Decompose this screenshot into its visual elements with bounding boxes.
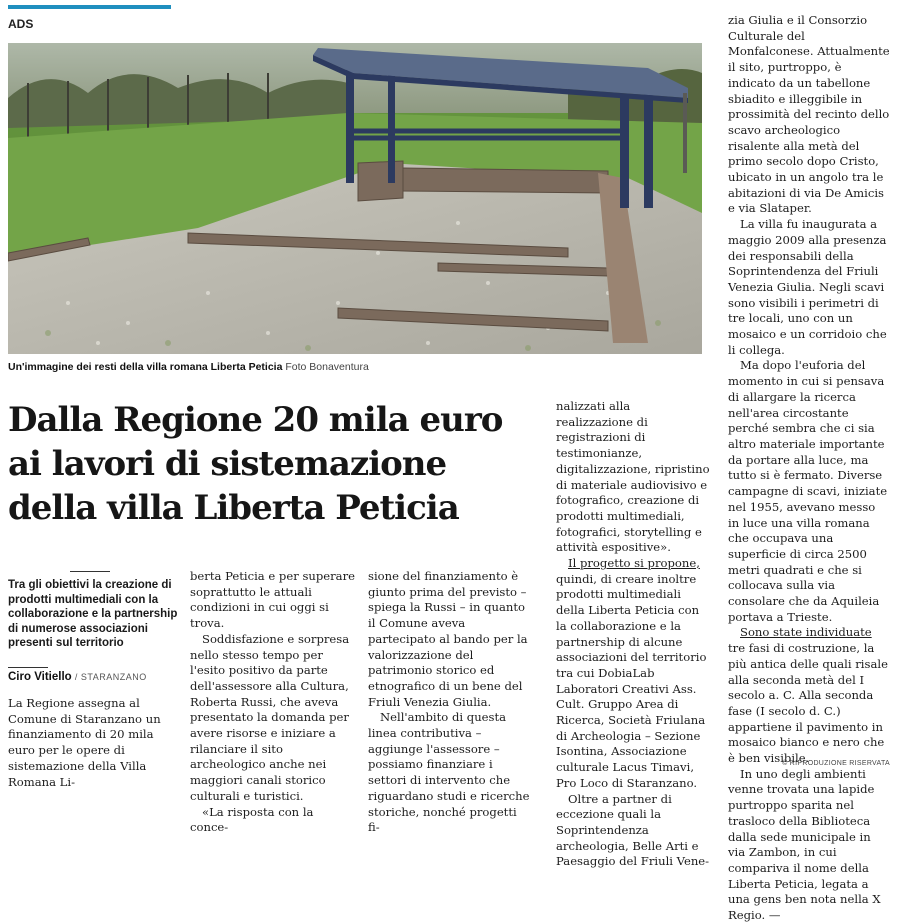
summary-rule: [70, 571, 110, 572]
underlined-lead: Sono state individuate: [740, 625, 872, 640]
paragraph: Soddisfazione e sorpresa nello stesso tempo per l'esito positivo da parte dell'assessore alla Cultura, Roberta Russi, che aveva presentato la domanda per avere risorse e iniziare a rilanciare il sito archeologico anche nei maggiori canali storico culturali e turistici.: [190, 631, 350, 803]
article-column-5: [728, 13, 890, 924]
article-photo: [8, 43, 702, 354]
headline-line-1: Dalla Regione 20 mila euro: [8, 400, 503, 440]
byline: [8, 671, 147, 683]
paragraph: [556, 556, 710, 792]
headline-line-3: della villa Liberta Peticia: [8, 488, 459, 528]
caption-text: Un'immagine dei resti della villa romana Liberta Peticia: [8, 361, 283, 373]
paragraph: La Regione assegna al Comune di Staranzano un finanziamento di 20 mila euro per le opere di sistemazione della Villa Romana Li-: [8, 696, 161, 789]
dateline-location: / STARANZANO: [74, 672, 147, 682]
paragraph: berta Peticia e per superare soprattutto le attuali condizioni in cui oggi si trova.: [190, 569, 356, 631]
section-label: ADS: [8, 17, 34, 31]
paragraph-text: quindi, di creare inoltre prodotti multimediali della Liberta Peticia con la collaborazione e la partnership di alcune associazioni del territorio tra cui DobiaLab Laboratori Creativi Ass. Cult. Gruppo Area di Ricerca, Società Friulana di Archeologia – Sezione Isontina, Associazione culturale Lacus Timavi, Pro Loco di Staranzano.: [556, 571, 707, 790]
paragraph: sione del finanziamento è giunto prima del previsto – spiega la Russi – in quanto il Comune aveva partecipato al bando per la valorizzazione del patrimonio storico ed etnografico di un bene del Friuli Venezia Giulia.: [368, 569, 528, 709]
underlined-lead: Il progetto si propone,: [568, 556, 700, 571]
article-column-1: [8, 696, 173, 790]
byline-rule: [8, 667, 48, 668]
headline: [8, 398, 548, 530]
paragraph: «La risposta con la conce-: [190, 804, 314, 835]
photo-credit: Foto Bonaventura: [285, 361, 369, 373]
article-column-2: [190, 569, 355, 836]
paragraph: zia Giulia e il Consorzio Culturale del Monfalconese. Attualmente il sito, purtroppo, è indicato da un tabellone sbiadito e illeggibile in prossimità del recinto dello scavo archeologico risalente alla metà del primo secolo dopo Cristo, ubicato in un angolo tra le abitazioni di via De Amicis e via Slataper.: [728, 13, 890, 216]
article-column-3: [368, 569, 531, 836]
paragraph: Ma dopo l'euforia del momento in cui si pensava di allargare la ricerca nell'area circostante perché sembra che ci sia altro materiale importante da portare alla luce, ma tutto si è fermato. Diverse campagne di scavi, iniziate nel 1955, avevano messo in luce una villa romana che occupava una superficie di circa 2500 metri quadrati e che si collocava sulla via consolare che da Aquileia portava a Trieste.: [728, 358, 888, 624]
copyright-notice: © RIPRODUZIONE RISERVATA: [782, 760, 890, 767]
paragraph: In uno degli ambienti venne trovata una lapide purtroppo sparita nel trasloco della Biblioteca dalla sede municipale in via Zambon, in cui compariva il nome della Liberta Peticia, legata a una gens ben nota nella X Regio. —: [728, 766, 881, 923]
villa-ruins-photo-image: [8, 43, 702, 354]
paragraph: Nell'ambito di questa linea contributiva – aggiunge l'assessore – possiamo finanziare i settori di intervento che riguardano studi e ricerche storiche, nonché progetti fi-: [368, 710, 530, 835]
section-accent-bar: [8, 5, 171, 9]
article-summary: Tra gli obiettivi la creazione di prodotti multimediali con la collaborazione e la partnership di numerose associazioni presenti sul territorio: [8, 579, 178, 649]
paragraph: Oltre a partner di eccezione quali la Soprintendenza archeologia, Belle Arti e Paesaggio del Friuli Vene-: [556, 791, 710, 869]
paragraph: [728, 625, 890, 766]
article-column-4: [556, 399, 710, 870]
paragraph: nalizzati alla realizzazione di registrazioni di testimonianze, digitalizzazione, ripristino di materiale audiovisivo e fotografico, creazione di prodotti multimediali, fotografici, storytelling e attività espositive».: [556, 399, 710, 555]
photo-caption: [8, 361, 369, 373]
paragraph-text: tre fasi di costruzione, la più antica delle quali risale alla seconda metà del I secolo a. C. Alla seconda fase (I secolo d. C.) appartiene il pavimento in mosaico bianco e nero che è ben visibile.: [728, 641, 888, 766]
author-name: Ciro Vitiello: [8, 671, 72, 683]
headline-line-2: ai lavori di sistemazione: [8, 444, 447, 484]
paragraph: La villa fu inaugurata a maggio 2009 alla presenza dei responsabili della Soprintendenza del Friuli Venezia Giulia. Negli scavi sono visibili i perimetri di tre locali, uno con un mosaico e un corridoio che li collega.: [728, 217, 887, 357]
